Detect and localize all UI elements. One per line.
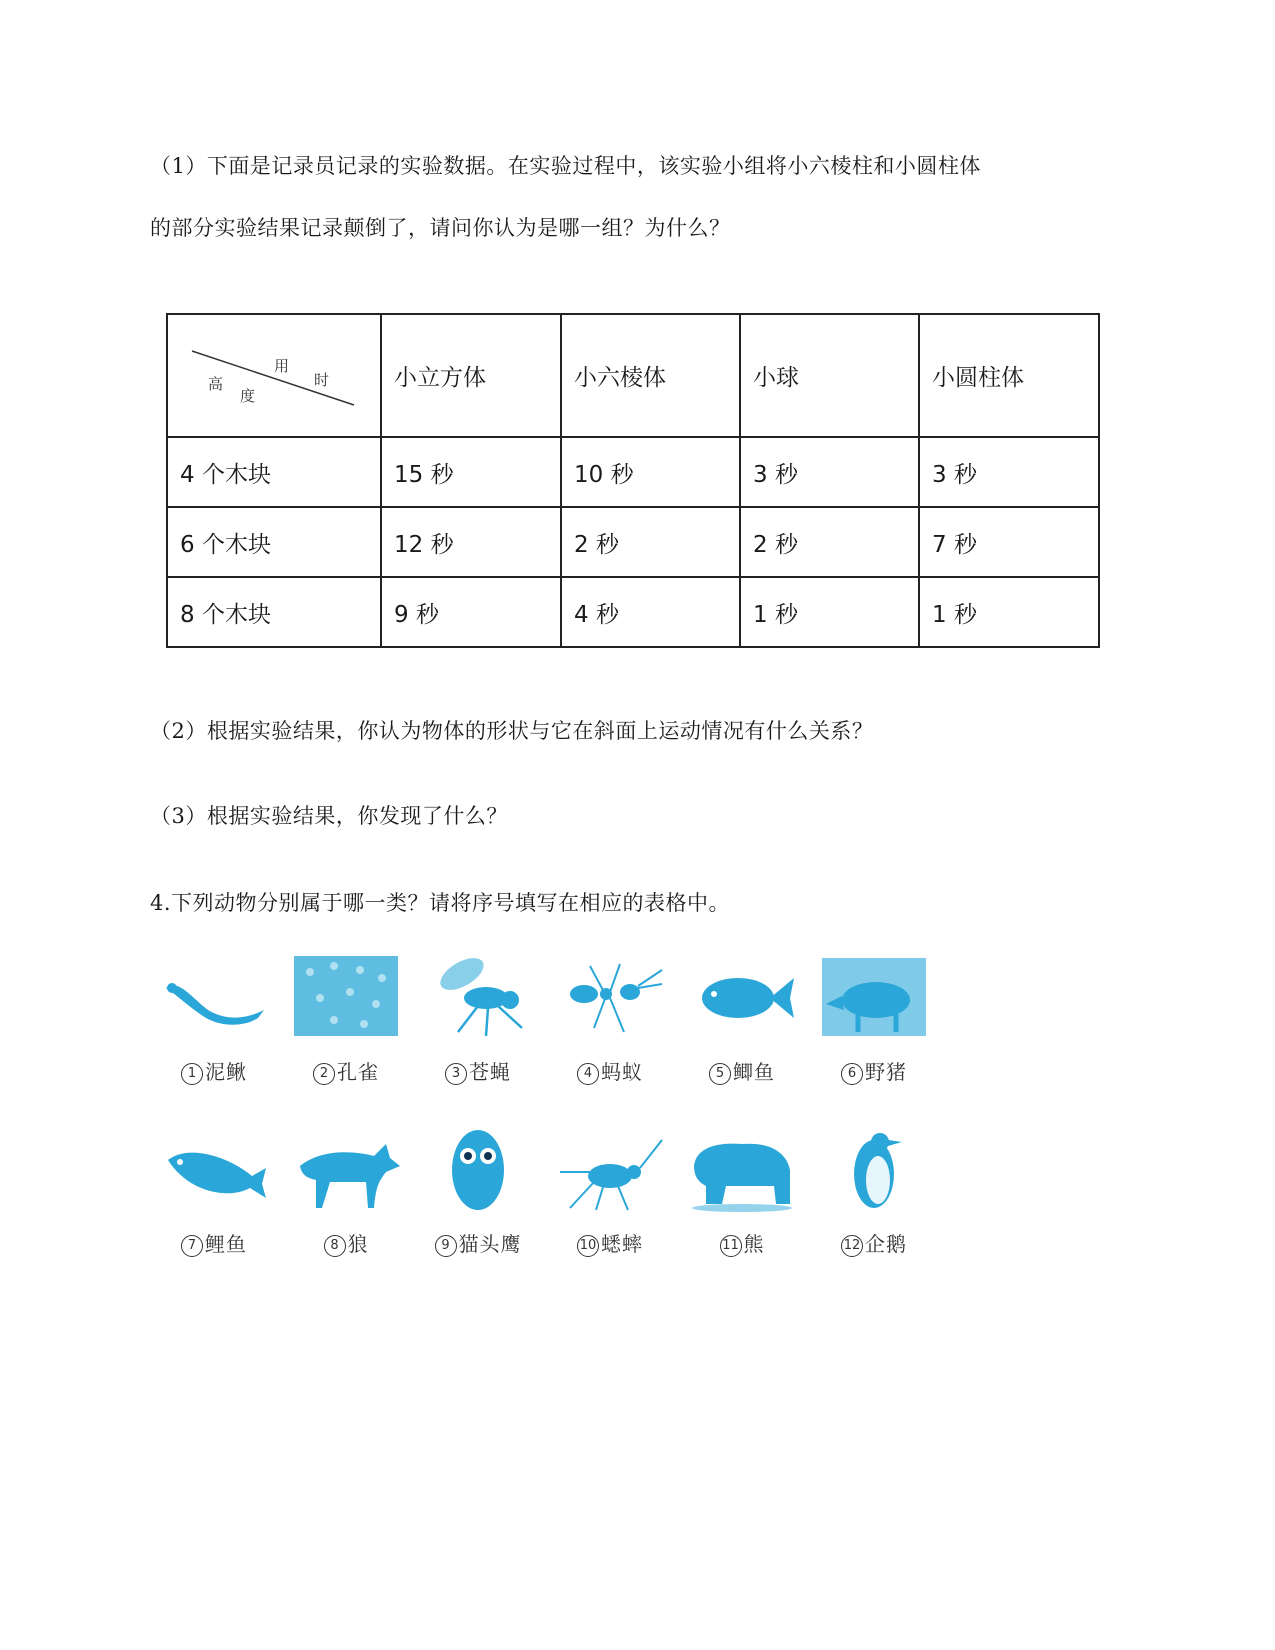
- column-header: 小圆柱体: [919, 314, 1099, 437]
- animal-item: [150, 948, 278, 1085]
- animal-number: 9: [435, 1235, 457, 1257]
- animal-number: 6: [841, 1063, 863, 1085]
- corner-label: 高: [208, 375, 224, 393]
- table-cell: 3 秒: [740, 437, 919, 507]
- wolf-icon: [290, 1120, 402, 1212]
- table-row: [167, 437, 1099, 507]
- crucian-carp-icon: [686, 948, 798, 1040]
- ant-icon: [554, 948, 666, 1040]
- table-cell: 15 秒: [381, 437, 561, 507]
- wild-boar-icon: [818, 948, 930, 1040]
- animal-name: 鲫鱼: [733, 1060, 775, 1084]
- animal-name: 企鹅: [865, 1232, 907, 1256]
- question-3: （3）根据实验结果，你发现了什么？: [150, 804, 508, 828]
- animal-item: [678, 948, 806, 1085]
- table-cell: 10 秒: [561, 437, 740, 507]
- experiment-table: [166, 313, 1100, 648]
- animal-caption: [678, 1228, 806, 1257]
- animal-caption: [414, 1228, 542, 1257]
- question-4: 4.下列动物分别属于哪一类？请将序号填写在相应的表格中。: [150, 891, 731, 915]
- animal-caption: [150, 1228, 278, 1257]
- animal-caption: [810, 1056, 938, 1085]
- animal-caption: [546, 1056, 674, 1085]
- question-1-line-2: 的部分实验结果记录颠倒了，请问你认为是哪一组？为什么？: [150, 216, 731, 240]
- animal-name: 孔雀: [337, 1060, 379, 1084]
- animal-name: 泥鳅: [205, 1060, 247, 1084]
- animal-number: 10: [577, 1235, 599, 1257]
- fly-icon: [422, 948, 534, 1040]
- table-cell: 4 秒: [561, 577, 740, 647]
- carp-icon: [158, 1120, 270, 1212]
- animal-caption: [546, 1228, 674, 1257]
- animal-item: [810, 948, 938, 1085]
- animal-name: 猫头鹰: [458, 1232, 522, 1256]
- animal-name: 苍蝇: [469, 1060, 511, 1084]
- animal-name: 鲤鱼: [205, 1232, 247, 1256]
- column-header: 小六棱体: [561, 314, 740, 437]
- animal-item: [414, 948, 542, 1085]
- animal-item: [810, 1120, 938, 1257]
- animal-caption: [678, 1056, 806, 1085]
- bear-icon: [686, 1120, 798, 1212]
- animal-item: [282, 948, 410, 1085]
- penguin-icon: [818, 1120, 930, 1212]
- corner-label: 用: [274, 357, 290, 375]
- column-header: 小球: [740, 314, 919, 437]
- table-cell: 2 秒: [561, 507, 740, 577]
- animal-name: 野猪: [865, 1060, 907, 1084]
- animal-item: [678, 1120, 806, 1257]
- animal-gallery: [150, 948, 970, 1268]
- animal-number: 4: [577, 1063, 599, 1085]
- animal-number: 12: [841, 1235, 863, 1257]
- table-cell: 1 秒: [919, 577, 1099, 647]
- animal-number: 11: [720, 1235, 742, 1257]
- animal-item: [150, 1120, 278, 1257]
- animal-item: [282, 1120, 410, 1257]
- animal-name: 熊: [743, 1232, 765, 1256]
- animal-number: 5: [709, 1063, 731, 1085]
- loach-icon: [158, 948, 270, 1040]
- animal-name: 狼: [347, 1232, 369, 1256]
- animal-number: 1: [181, 1063, 203, 1085]
- question-2: （2）根据实验结果，你认为物体的形状与它在斜面上运动情况有什么关系？: [150, 719, 874, 743]
- owl-icon: [422, 1120, 534, 1212]
- animal-caption: [810, 1228, 938, 1257]
- row-label: 8 个木块: [167, 577, 381, 647]
- row-label: 6 个木块: [167, 507, 381, 577]
- table-cell: 1 秒: [740, 577, 919, 647]
- animal-caption: [282, 1056, 410, 1085]
- question-1-line-1: （1）下面是记录员记录的实验数据。在实验过程中，该实验小组将小六棱柱和小圆柱体: [150, 154, 981, 178]
- animal-number: 7: [181, 1235, 203, 1257]
- table-cell: 9 秒: [381, 577, 561, 647]
- corner-label: 时: [314, 371, 330, 389]
- table-row: [167, 577, 1099, 647]
- animal-item: [414, 1120, 542, 1257]
- table-cell: 2 秒: [740, 507, 919, 577]
- animal-name: 蟋蟀: [601, 1232, 643, 1256]
- animal-name: 蚂蚁: [601, 1060, 643, 1084]
- table-row: [167, 507, 1099, 577]
- animal-number: 3: [445, 1063, 467, 1085]
- peacock-icon: [290, 948, 402, 1040]
- animal-caption: [282, 1228, 410, 1257]
- corner-label: 度: [240, 387, 256, 405]
- animal-item: [546, 948, 674, 1085]
- table-cell: 3 秒: [919, 437, 1099, 507]
- animal-caption: [150, 1056, 278, 1085]
- animal-number: 2: [313, 1063, 335, 1085]
- table-cell: 12 秒: [381, 507, 561, 577]
- animal-item: [546, 1120, 674, 1257]
- row-label: 4 个木块: [167, 437, 381, 507]
- animal-number: 8: [324, 1235, 346, 1257]
- column-header: 小立方体: [381, 314, 561, 437]
- table-corner-cell: [167, 314, 381, 437]
- table-cell: 7 秒: [919, 507, 1099, 577]
- cricket-icon: [554, 1120, 666, 1212]
- animal-caption: [414, 1056, 542, 1085]
